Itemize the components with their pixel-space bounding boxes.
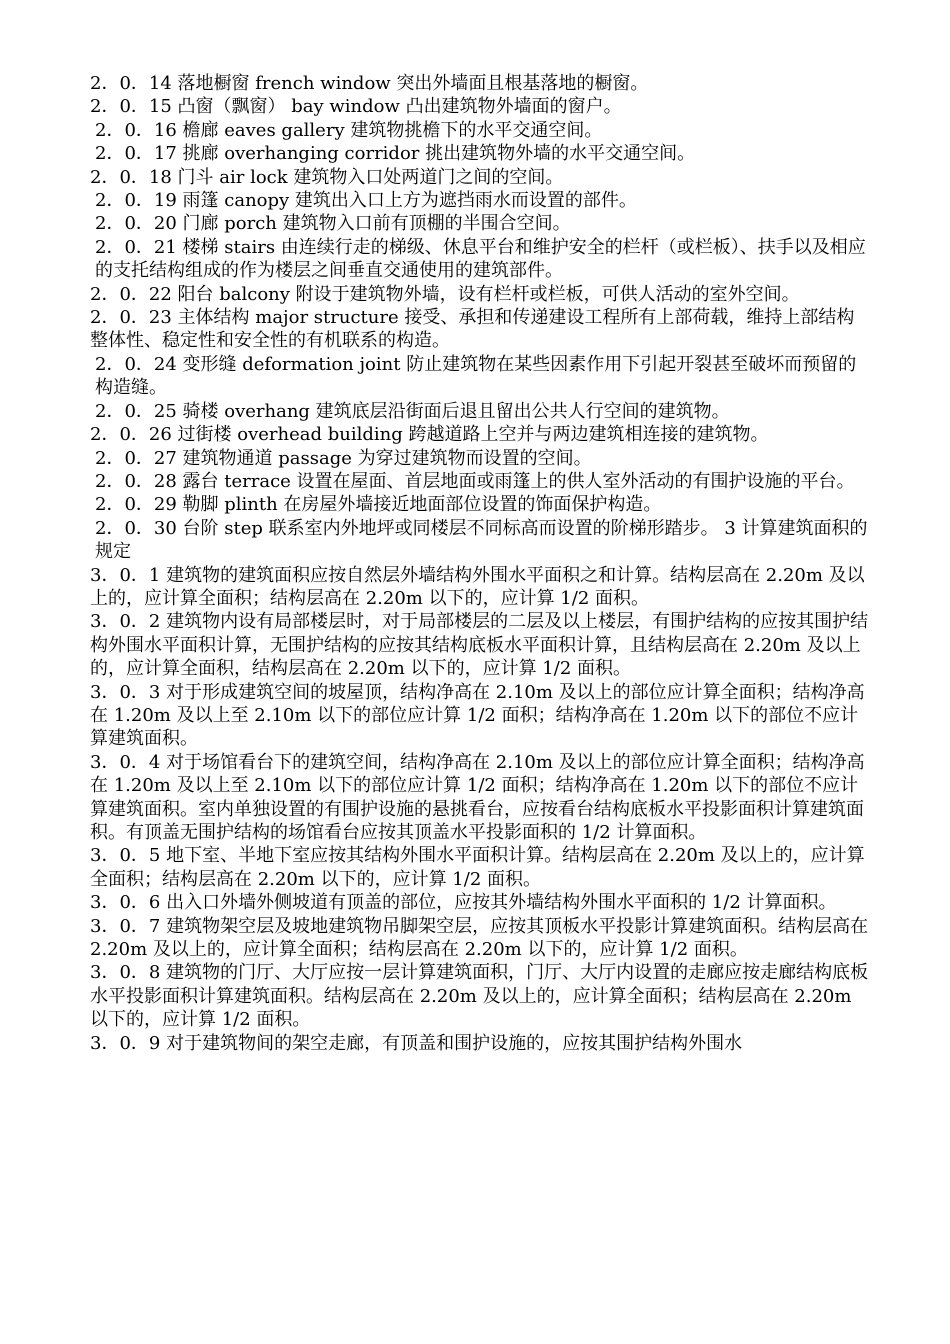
paragraph: 3．0．1 建筑物的建筑面积应按自然层外墙结构外围水平面积之和计算。结构层高在 2.20m 及以上的，应计算全面积；结构层高在 2.20m 以下的，应计算 1/2 面积。 [90, 564, 865, 609]
paragraph: 2．0．15 凸窗（飘窗） bay window 凸出建筑物外墙面的窗户。 [90, 96, 622, 118]
paragraph: 2．0．22 阳台 balcony 附设于建筑物外墙，设有栏杆或栏板，可供人活动的室外空间。 [90, 283, 800, 305]
paragraph: 2．0．21 楼梯 stairs 由连续行走的梯级、休息平台和维护安全的栏杆（或栏板）、扶手以及相应的支托结构组成的作为楼层之间垂直交通使用的建筑部件。 [95, 236, 866, 282]
paragraph: 2．0．23 主体结构 major structure 接受、承担和传递建设工程所有上部荷载，维持上部结构整体性、稳定性和安全性的有机联系的构造。 [90, 307, 855, 352]
paragraph: 3．0．2 建筑物内设有局部楼层时，对于局部楼层的二层及以上楼层，有围护结构的应按其围护结构外围水平面积计算，无围护结构的应按其结构底板水平面积计算，且结构层高在 2.20m 及以上的，应计算全面积，结构层高在 2.20m 以下的，应计算 1/2 面积。 [90, 611, 869, 680]
paragraph: 2．0．24 变形缝 deformation joint 防止建筑物在某些因素作用下引起开裂甚至破坏而预留的构造缝。 [95, 353, 857, 399]
paragraph: 2．0．16 檐廊 eaves gallery 建筑物挑檐下的水平交通空间。 [95, 119, 603, 141]
paragraph: 3．0．6 出入口外墙外侧坡道有顶盖的部位，应按其外墙结构外围水平面积的 1/2 计算面积。 [90, 892, 837, 914]
paragraph: 2．0．29 勒脚 plinth 在房屋外墙接近地面部位设置的饰面保护构造。 [95, 494, 662, 516]
paragraph: 2．0．25 骑楼 overhang 建筑底层沿街面后退且留出公共人行空间的建筑物。 [95, 400, 730, 422]
document-body [90, 72, 870, 1055]
paragraph: 3．0．5 地下室、半地下室应按其结构外围水平面积计算。结构层高在 2.20m 及以上的，应计算全面积；结构层高在 2.20m 以下的，应计算 1/2 面积。 [90, 845, 865, 890]
paragraph: 3．0．7 建筑物架空层及坡地建筑物吊脚架空层，应按其顶板水平投影计算建筑面积。结构层高在 2.20m 及以上的，应计算全面积；结构层高在 2.20m 以下的，应计算 1/2 面积。 [90, 915, 869, 961]
paragraph: 2．0．17 挑廊 overhanging corridor 挑出建筑物外墙的水平交通空间。 [95, 143, 696, 165]
paragraph: 2．0．18 门斗 air lock 建筑物入口处两道门之间的空间。 [90, 166, 564, 188]
paragraph: 2．0．26 过街楼 overhead building 跨越道路上空并与两边建筑相连接的建筑物。 [90, 424, 769, 446]
paragraph: 3．0．4 对于场馆看台下的建筑空间，结构净高在 2.10m 及以上的部位应计算全面积；结构净高在 1.20m 及以上至 2.10m 以下的部位应计算 1/2 面积；结构净高在 1.20m 以下的部位不应计算建筑面积。室内单独设置的有围护设施的悬挑看台，应按看台结构底板水平投影面积计算建筑面积。有顶盖无围护结构的场馆看台应按其顶盖水平投影面积的 1/2 计算面积。 [90, 751, 865, 843]
paragraph: 2．0．19 雨篷 canopy 建筑出入口上方为遮挡雨水而设置的部件。 [95, 190, 637, 212]
paragraph: 2．0．20 门廊 porch 建筑物入口前有顶棚的半围合空间。 [95, 213, 571, 235]
paragraph: 3．0．3 对于形成建筑空间的坡屋顶，结构净高在 2.10m 及以上的部位应计算全面积；结构净高在 1.20m 及以上至 2.10m 以下的部位应计算 1/2 面积；结构净高在 1.20m 以下的部位不应计算建筑面积。 [90, 681, 865, 750]
paragraph: 2．0．30 台阶 step 联系室内外地坪或同楼层不同标高而设置的阶梯形踏步。 3 计算建筑面积的规定 [95, 517, 868, 563]
paragraph: 2．0．27 建筑物通道 passage 为穿过建筑物而设置的空间。 [95, 447, 592, 469]
paragraph: 2．0．14 落地橱窗 french window 突出外墙面且根基落地的橱窗。 [90, 73, 649, 94]
paragraph: 3．0．8 建筑物的门厅、大厅应按一层计算建筑面积，门厅、大厅内设置的走廊应按走廊结构底板水平投影面积计算建筑面积。结构层高在 2.20m 及以上的，应计算全面积；结构层高在 2.20m 以下的，应计算 1/2 面积。 [90, 962, 869, 1031]
paragraph: 3．0．9 对于建筑物间的架空走廊，有顶盖和围护设施的，应按其围护结构外围水 [90, 1032, 743, 1054]
paragraph: 2．0．28 露台 terrace 设置在屋面、首层地面或雨篷上的供人室外活动的有围护设施的平台。 [95, 470, 855, 492]
